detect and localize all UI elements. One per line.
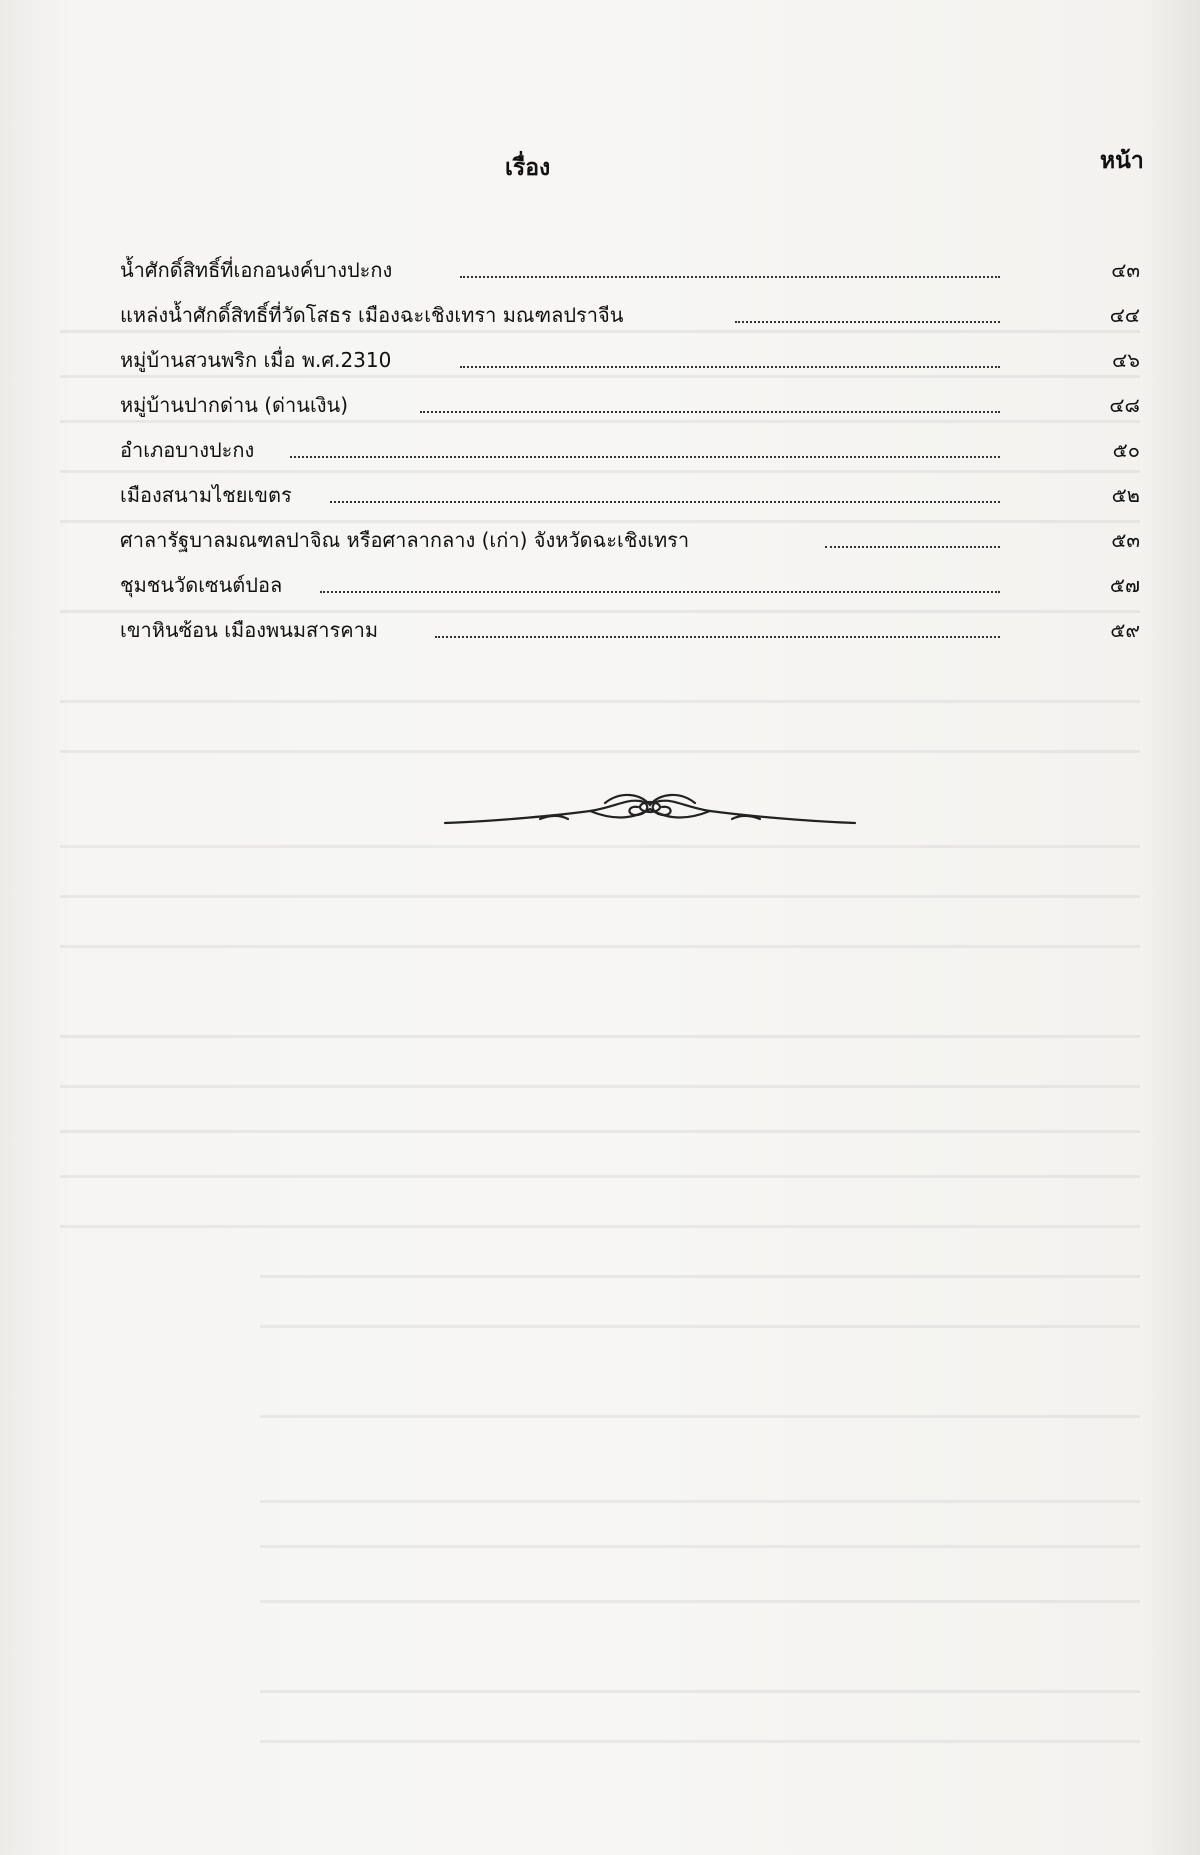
toc-entry-page: ๔๖ — [1112, 348, 1140, 372]
column-header-page: หน้า — [1100, 148, 1144, 174]
toc-entry-title: ศาลารัฐบาลมณฑลปาจิณ หรือศาลากลาง (เก่า) จังหวัดฉะเชิงเทรา — [120, 528, 690, 552]
toc-entry-title: แหล่งน้ำศักดิ์สิทธิ์ที่วัดโสธร เมืองฉะเชิงเทรา มณฑลปราจีน — [120, 303, 624, 327]
toc-entry-title: หมู่บ้านปากด่าน (ด่านเงิน) — [120, 393, 349, 417]
toc-entry-page: ๕๗ — [1109, 573, 1140, 597]
toc-entry — [120, 610, 1140, 650]
leader-dots — [420, 411, 1000, 413]
toc-entry — [120, 340, 1140, 380]
toc-entry-title: เมืองสนามไชยเขตร — [120, 483, 292, 507]
leader-dots — [320, 591, 1000, 593]
toc-entry-title: อำเภอบางปะกง — [120, 438, 255, 462]
toc-entry — [120, 250, 1140, 290]
toc-entry-title: เขาหินซ้อน เมืองพนมสารคาม — [120, 618, 379, 642]
toc-entry — [120, 565, 1140, 605]
toc-entry-title: ชุมชนวัดเซนต์ปอล — [120, 573, 283, 597]
toc-entry-page: ๕๐ — [1112, 438, 1140, 462]
toc-entry — [120, 295, 1140, 335]
flourish-divider-icon — [440, 785, 860, 835]
toc-entry — [120, 430, 1140, 470]
toc-entry — [120, 520, 1140, 560]
leader-dots — [735, 321, 1000, 323]
toc-entry-page: ๕๓ — [1111, 528, 1140, 552]
toc-entry-title: หมู่บ้านสวนพริก เมื่อ พ.ศ.2310 — [120, 348, 392, 372]
toc-entry-page: ๔๓ — [1111, 258, 1140, 282]
leader-dots — [460, 276, 1000, 278]
toc-entry — [120, 475, 1140, 515]
leader-dots — [290, 456, 1000, 458]
toc-entry-page: ๔๘ — [1109, 393, 1140, 417]
leader-dots — [460, 366, 1000, 368]
toc-entry-page: ๕๒ — [1111, 483, 1140, 507]
toc-entry-title: น้ำศักดิ์สิทธิ์ที่เอกอนงค์บางปะกง — [120, 258, 393, 282]
leader-dots — [330, 501, 1000, 503]
leader-dots — [435, 636, 1000, 638]
toc-entry — [120, 385, 1140, 425]
column-header-title: เรื่อง — [505, 155, 551, 181]
toc-entry-page: ๔๔ — [1109, 303, 1140, 327]
leader-dots — [825, 546, 1000, 548]
toc-entry-page: ๕๙ — [1110, 618, 1140, 642]
